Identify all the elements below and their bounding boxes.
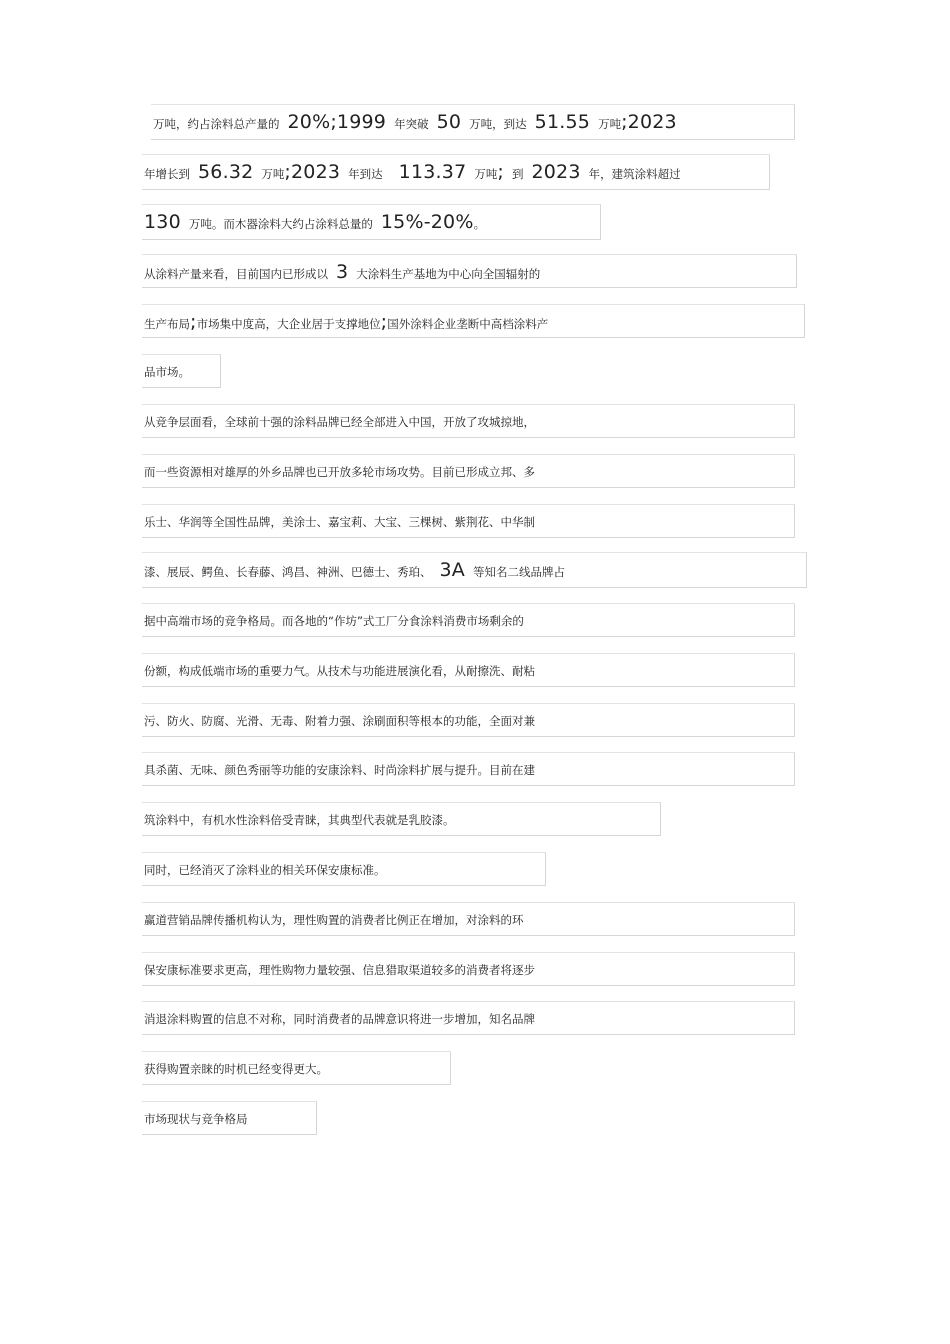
text: 年增长到 (144, 167, 190, 181)
text-line-15 (142, 802, 661, 836)
number: ;2023 (621, 111, 677, 133)
text: 。 (473, 217, 486, 231)
number: ; (497, 161, 504, 183)
text: 获得购置亲睐的时机已经变得更大。 (144, 1062, 328, 1076)
text: 从涂料产量来看，目前国内已形成以 (144, 267, 328, 281)
punct: ; (190, 311, 197, 333)
text: 赢道营销品牌传播机构认为，理性购置的消费者比例正在增加，对涂料的环 (144, 913, 524, 927)
text: 万吨，约占涂料总产量的 (153, 117, 280, 131)
text-line-16 (142, 852, 546, 886)
text: 市场现状与竞争格局 (144, 1112, 248, 1126)
text: 乐士、华润等全国性品牌，美涂士、嘉宝莉、大宝、三棵树、紫荆花、中华制 (144, 515, 535, 529)
text-line-1 (151, 104, 795, 140)
text-line-9 (142, 504, 795, 538)
text: 同时，已经消灭了涂料业的相关环保安康标准。 (144, 863, 386, 877)
text: 而一些资源相对雄厚的外乡品牌也已开放多轮市场攻势。目前已形成立邦、多 (144, 465, 535, 479)
text: 到 (511, 167, 524, 181)
number: 20%;1999 (287, 111, 387, 133)
number: 51.55 (534, 111, 591, 133)
text-line-7 (142, 404, 795, 438)
text: 万吨 (598, 117, 622, 131)
text: 国外涂料企业垄断中高档涂料产 (387, 317, 549, 331)
text: 保安康标准要求更高，理性购物力量较强、信息猎取渠道较多的消费者将逐步 (144, 963, 535, 977)
text: 万吨 (261, 167, 285, 181)
text-line-14 (142, 752, 795, 786)
text: 具杀菌、无味、颜色秀丽等功能的安康涂料、时尚涂料扩展与提升。目前在建 (144, 763, 535, 777)
text: 年到达 (348, 167, 383, 181)
text-line-4 (142, 254, 797, 288)
text-line-6 (142, 354, 221, 388)
section-heading (142, 1101, 317, 1135)
number: 50 (436, 111, 462, 133)
text: 万吨 (474, 167, 498, 181)
number: ;2023 (284, 161, 341, 183)
text: 万吨，到达 (469, 117, 527, 131)
text: 筑涂料中，有机水性涂料倍受青睐，其典型代表就是乳胶漆。 (144, 813, 455, 827)
text-line-8 (142, 454, 795, 488)
text: 漆、展辰、鳄鱼、长春藤、鸿昌、神洲、巴德士、秀珀、 (144, 565, 432, 579)
text: 年，建筑涂料超过 (588, 167, 681, 181)
text: 消退涂料购置的信息不对称，同时消费者的品牌意识将进一步增加，知名品牌 (144, 1012, 535, 1026)
number: 113.37 (398, 161, 467, 183)
text-line-13 (142, 703, 795, 737)
text-line-18 (142, 952, 795, 986)
text-line-5 (142, 304, 805, 338)
text-line-17 (142, 902, 795, 936)
number: 56.32 (198, 161, 254, 183)
text-line-20 (142, 1051, 451, 1085)
text-line-2 (142, 154, 770, 190)
text-line-19 (142, 1001, 795, 1035)
number: 2023 (531, 161, 581, 183)
text: 大涂料生产基地为中心向全国辐射的 (356, 267, 541, 281)
number: 3A (439, 559, 465, 581)
text-line-3 (142, 204, 601, 240)
text: 生产布局 (144, 317, 190, 331)
punct: ; (380, 311, 388, 333)
text-line-12 (142, 653, 795, 687)
text: 市场集中度高，大企业居于支撑地位 (196, 317, 381, 331)
text: 污、防火、防腐、光滑、无毒、附着力强、涂刷面积等根本的功能，全面对兼 (144, 714, 535, 728)
text: 万吨。而木器涂料大约占涂料总量的 (188, 217, 373, 231)
text: 品市场。 (144, 365, 190, 379)
text: 年突破 (394, 117, 429, 131)
text: 据中高端市场的竞争格局。而各地的“作坊”式工厂分食涂料消费市场剩余的 (144, 614, 524, 628)
number: 15%-20% (380, 211, 474, 233)
text-line-10 (142, 552, 807, 588)
text-line-11 (142, 603, 795, 637)
text: 从竞争层面看，全球前十强的涂料品牌已经全部进入中国，开放了攻城掠地， (144, 415, 535, 429)
number: 130 (144, 211, 181, 233)
text: 份额，构成低端市场的重要力气。从技术与功能进展演化看，从耐擦洗、耐粘 (144, 664, 535, 678)
text: 等知名二线品牌占 (473, 565, 565, 579)
number: 3 (336, 261, 349, 283)
